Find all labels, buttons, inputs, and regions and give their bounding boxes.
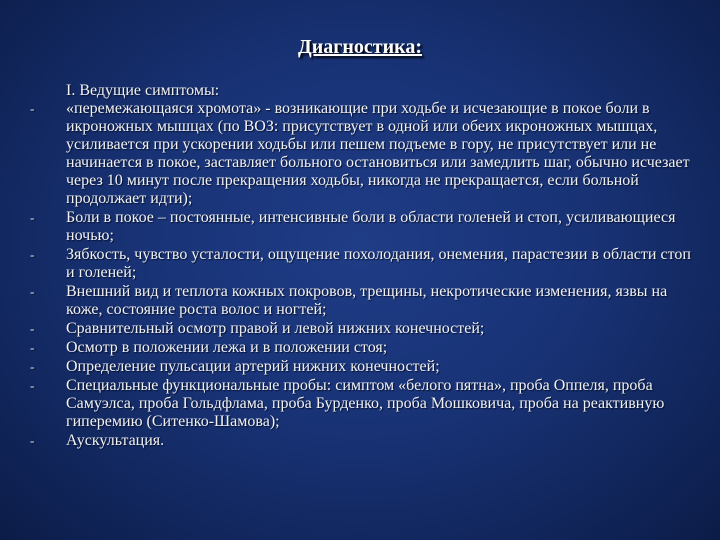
bullet-dash: - (30, 321, 35, 336)
list-item-text: Сравнительный осмотр правой и левой нижних конечностей; (66, 320, 485, 337)
list-item-text: Зябкость, чувство усталости, ощущение похолодания, онемения, парастезии в области стоп и голеней; (66, 246, 691, 281)
bullet-dash: - (30, 101, 35, 116)
slide-title: Диагностика: (298, 36, 422, 58)
bullet-dash: - (30, 210, 35, 225)
slide-content (30, 82, 695, 451)
bullet-dash: - (30, 359, 35, 374)
list-item (30, 432, 695, 450)
list-item-text: «перемежающаяся хромота» - возникающие при ходьбе и исчезающие в покое боли в икроножных мышцах (по ВОЗ: присутствует в одной или обеих икроножных мышцах, усиливается при ускорении ходьбы или пешем подъеме в гору, не присутствует или не начинается в покое, заставляет больного остановиться или замедлить шаг, обычно исчезает через 10 минут после прекращения ходьбы, никогда не прекращается, если больной продолжает идти); (66, 100, 690, 207)
list-item-text: Осмотр в положении лежа и в положении стоя; (66, 339, 388, 356)
list-item (30, 209, 695, 245)
list-item (30, 339, 695, 357)
list-item (30, 377, 695, 431)
bullet-dash: - (30, 340, 35, 355)
list-item-text: Внешний вид и теплота кожных покровов, трещины, некротические изменения, язвы на коже, состояние роста волос и ногтей; (66, 283, 668, 318)
bullet-dash: - (30, 247, 35, 262)
list-item (30, 320, 695, 338)
list-item (30, 358, 695, 376)
list-item (30, 283, 695, 319)
list-item (30, 100, 695, 208)
list-item-text: Специальные функциональные пробы: симптом «белого пятна», проба Оппеля, проба Самуэлса, проба Гольдфлама, проба Бурденко, проба Мошковича, проба на реактивную гиперемию (Ситенко-Шамова); (66, 377, 665, 430)
list-item-text: Боли в покое – постоянные, интенсивные боли в области голеней и стоп, усиливающиеся ночью; (66, 209, 676, 244)
bullet-dash: - (30, 378, 35, 393)
symptom-list (30, 100, 695, 450)
list-item-text: Определение пульсации артерий нижних конечностей; (66, 358, 440, 375)
bullet-dash: - (30, 284, 35, 299)
list-item (30, 246, 695, 282)
list-item-text: Аускультация. (66, 432, 165, 449)
section-heading: I. Ведущие симптомы: (66, 82, 220, 99)
bullet-dash: - (30, 433, 35, 448)
